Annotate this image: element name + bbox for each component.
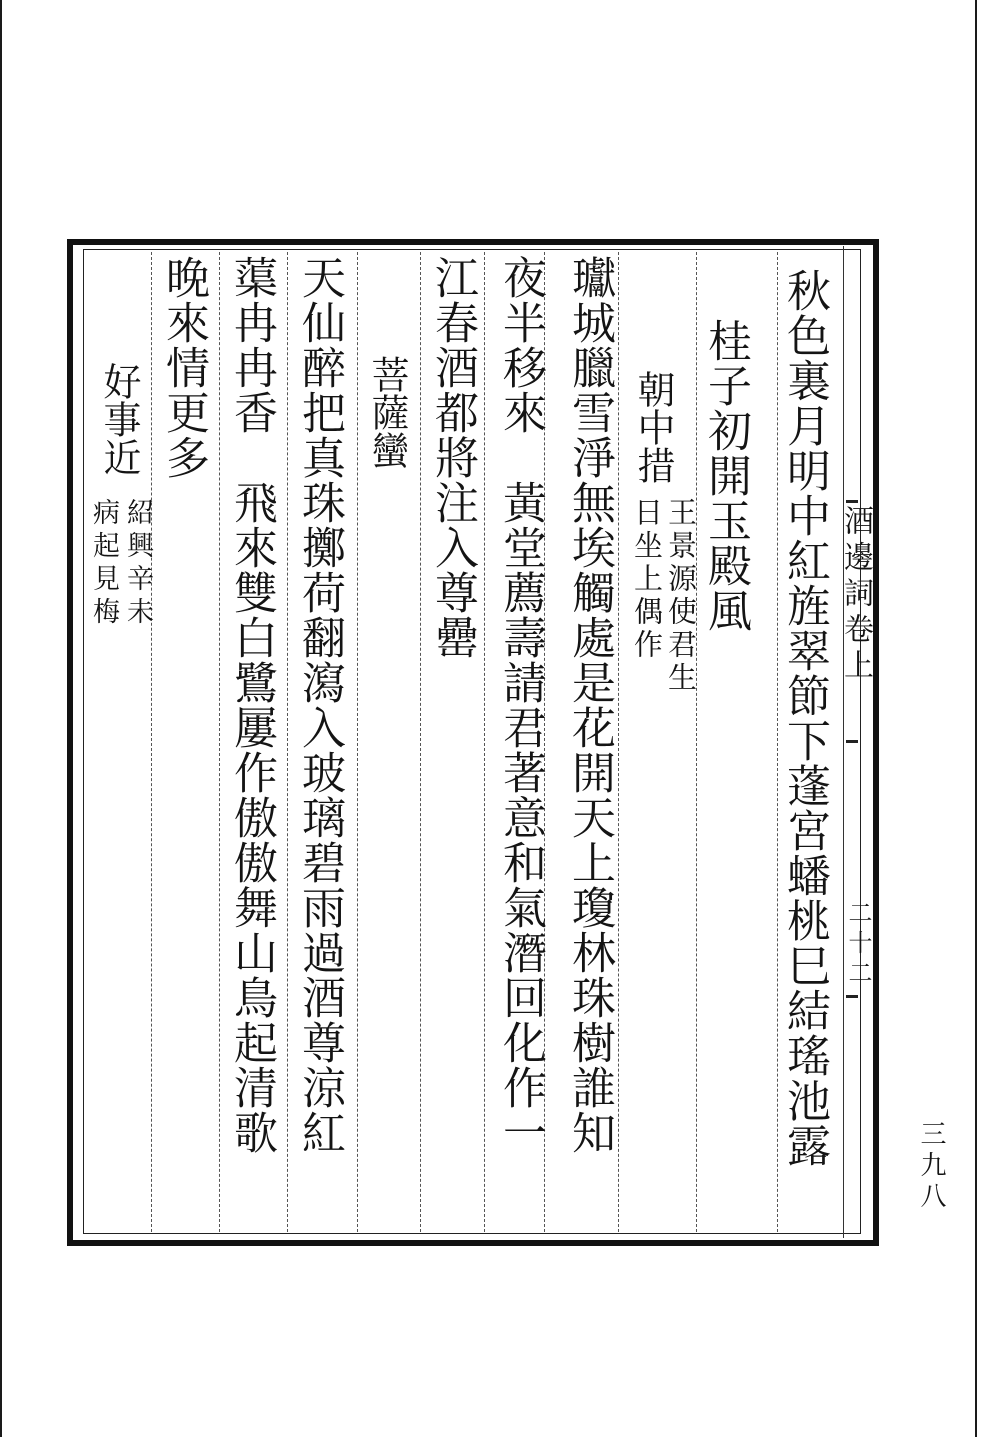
tune-title-haoshijin: 好事近 [97, 362, 141, 476]
text-column-10: 晚來情更多 [158, 255, 209, 480]
fold-fishtail-mid [846, 740, 858, 743]
page-edge-left [0, 0, 2, 1437]
fold-title: 酒邊詞卷上 [838, 505, 873, 685]
column-rule [151, 252, 152, 1232]
text-column-4: 瓛城臘雪淨無埃觸處是花開天上瓊林珠樹誰知 [564, 255, 615, 1155]
subtitle-note-line-2: 病起見梅 [88, 498, 119, 630]
subtitle-note-line-1: 紹興辛未 [122, 498, 153, 630]
title-note-line-1: 王景源使君生 [664, 497, 698, 695]
tune-title-pusaman: 菩薩蠻 [365, 355, 409, 469]
text-column-1: 秋色裏月明中紅旌翠節下蓬宮蟠桃巳結瑤池露 [779, 268, 830, 1168]
page-edge-right [975, 0, 977, 1437]
column-rule [777, 252, 778, 1232]
column-rule [357, 252, 358, 1232]
column-rule [618, 252, 619, 1232]
column-rule [484, 252, 485, 1232]
text-column-8: 天仙醉把真珠擲荷翻瀉入玻璃碧雨過酒尊涼紅 [294, 255, 345, 1155]
page-number: 三九八 [916, 1120, 946, 1213]
title-note-line-2: 日坐上偶作 [630, 497, 664, 662]
text-column-9: 蕖冉冉香 飛來雙白鷺屢作傲傲舞山鳥起清歌 [226, 255, 277, 1155]
fold-fishtail-top [846, 500, 858, 503]
text-column-2: 桂子初開玉殿風 [700, 318, 751, 633]
tune-title-zhaozhongcuo: 朝中措 [631, 370, 675, 484]
column-rule [219, 252, 220, 1232]
text-column-5: 夜半移來 黃堂薦壽請君著意和氣潛回化作一 [495, 255, 546, 1155]
fold-fishtail-bottom [846, 995, 858, 998]
text-column-6: 江春酒都將注入尊罍 [427, 255, 478, 660]
column-rule [696, 252, 697, 1232]
column-rule [420, 252, 421, 1232]
fold-leaf-number: 二十二 [844, 900, 872, 990]
column-rule [287, 252, 288, 1232]
